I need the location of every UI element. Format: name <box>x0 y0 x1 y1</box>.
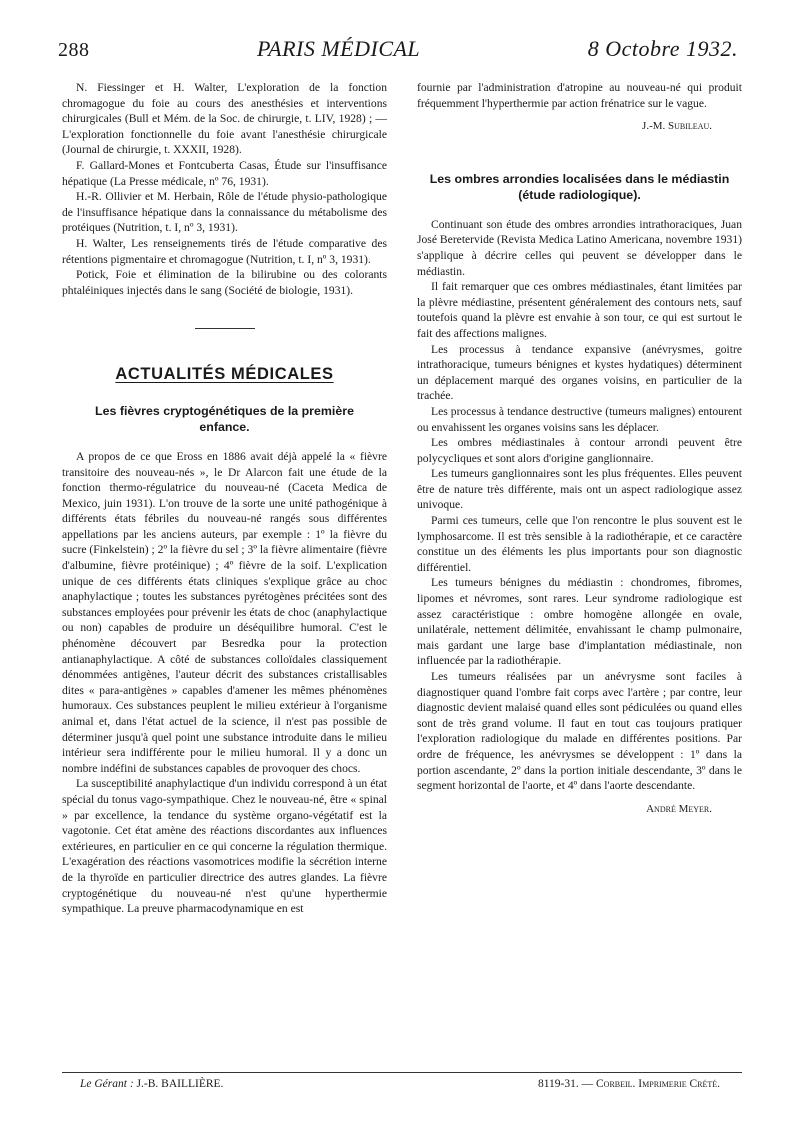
article-paragraph: La susceptibilité anaphylactique d'un individu correspond à un état spécial du tonus vago-sympathique. Chez le nouveau-né, être « spinal » par excellence, la tendance du système organo-végétatif est la vagotonie. Cet état amène des réactions discordantes aux influences extérieures, en particulier en ce qui concerne la régulation thermique. L'exagération des réactions vasomotrices modifie la sécrétion interne de la thyroïde en particulier directrice des autres glandes. La fièvre cryptogénétique du nouveau-né n'est qu'une hyperthermie sympathique. La preuve pharmacodynamique en est <box>62 777 387 916</box>
journal-title: PARIS MÉDICAL <box>257 36 421 61</box>
footer-rule <box>62 1072 742 1073</box>
text-columns <box>62 80 742 1086</box>
author-signature: J.-M. Subileau. <box>642 120 712 133</box>
reference-item: H.-R. Ollivier et M. Herbain, Rôle de l'étude physio-pathologique de l'insuffisance hépatique dans la connaissance du métabolisme des protéiques (Nutrition, t. I, nº 3, 1931). <box>62 190 387 235</box>
article-paragraph: Les tumeurs bénignes du médiastin : chondromes, fibromes, lipomes et névromes, sont rares. Leur syndrome radiologique est assez caractéristique : ombre homogène allongée en ovale, unilatérale, nettement délimitée, envahissant le champ pulmonaire, mais gardant une large base d'implantation médiastinale, non influencée par la radiothérapie. <box>417 576 742 668</box>
gerant-name: J.-B. BAILLIÈRE. <box>136 1078 224 1090</box>
article-paragraph: Les processus à tendance destructive (tumeurs malignes) entourent ou envahissent les organes voisins sans les déplacer. <box>417 404 742 434</box>
reference-item: F. Gallard-Mones et Fontcuberta Casas, Étude sur l'insuffisance hépatique (La Presse médicale, nº 76, 1931). <box>62 158 387 188</box>
reference-item: N. Fiessinger et H. Walter, L'exploration de la fonction chromagogue du foie au cours des anesthésies et interventions chirurgicales (Bull et Mém. de la Soc. de chirurgie, t. LIV, 1928) ; — L'exploration fonctionnelle du foie avant l'anesthésie chirurgicale (Journal de chirurgie, t. XXXII, 1928). <box>62 81 387 157</box>
article-paragraph: Les ombres médiastinales à contour arrondi peuvent être polycycliques et sont alors d'origine ganglionnaire. <box>417 436 742 465</box>
page-footer <box>80 1078 720 1090</box>
gerant-line: Le Gérant : J.-B. BAILLIÈRE. <box>80 1078 224 1090</box>
article-paragraph: A propos de ce que Eross en 1886 avait déjà appelé la « fièvre transitoire des nouveau-nés », le Dr Alarcon fait une étude de la fonction thermo-régulatrice du nouveau-né (Caceta Medica de Mexico, juin 1931). L'on trouve de la sorte une unité pathogénique à différents états fébriles du nouveau-né rangés sous différentes appellations par les anciens auteurs, par exemple : 1º la fièvre du sucre (Finkelstein) ; 2º la fièvre du sel ; 3º la fièvre alimentaire (fièvre d'albumine, fièvre protéinique) ; 4º fièvre de la soif. L'explication unique de ces différents états cliniques s'explique grâce au choc anaphylactique ; toutes les substances pyrétogènes précitées sont des substances employées pour prévenir les états de choc (anaphylactique ou non) capables de produire un déséquilibre humoral. C'est le phénomène découvert par Besredka pour la protection antianaphylactique. A côté de substances colloïdales classiquement dénommées antigènes, l'auteur décrit des substances cristallisables dites « para-antigènes » capables d'amener les mêmes phénomènes humoraux. Ces substances peuplent le milieu extérieur à l'organisme animal et, dans l'état actuel de la science, il n'est pas possible de déterminer jusqu'à quel point une substance introduite dans le milieu intérieur sera indifférente pour le milieu humoral. Il y a donc un nombre indéfini de substances capables de provoquer des chocs. <box>62 449 387 775</box>
reference-item: Potick, Foie et élimination de la bilirubine ou des colorants phtaléiniques injectés dans le sang (Société de biologie, 1931). <box>62 268 387 297</box>
section-divider <box>195 328 255 329</box>
reference-list <box>62 80 387 298</box>
page-header <box>58 36 738 62</box>
right-column <box>417 80 742 1086</box>
section-title: ACTUALITÉS MÉDICALES <box>115 365 334 384</box>
article-paragraph: Il fait remarquer que ces ombres médiastinales, étant limitées par la plèvre médiastine, présentent généralement des contours nets, sauf toutefois quand la plèvre est envahie à son tour, ce qui est surtout le fait des affections malignes. <box>417 280 742 340</box>
left-column <box>62 80 387 1086</box>
page-number: 288 <box>58 39 90 61</box>
article-continuation: fournie par l'administration d'atropine au nouveau-né qui produit fréquemment l'hyperthermie par action frénatrice sur le vague. <box>417 81 742 110</box>
printer-line: 8119-31. — Corbeil. Imprimerie Crété. <box>537 1078 720 1090</box>
reference-item: H. Walter, Les renseignements tirés de l'étude comparative des rétentions pigmentaire et chromagogue (Nutrition, t. I, nº 3, 1931). <box>62 236 387 266</box>
issue-date: 8 Octobre 1932. <box>587 36 738 61</box>
article-paragraph: Parmi ces tumeurs, celle que l'on rencontre le plus souvent est le lymphosarcome. Il est très sensible à la radiothérapie, et ce caractère constitue un des éléments les plus importants pour son diagnostic différentiel. <box>417 514 742 574</box>
article-paragraph: Les tumeurs réalisées par un anévrysme sont faciles à diagnostiquer quand l'ombre fait corps avec l'artère ; par contre, leur diagnostic devient malaisé quand elles sont pédiculées ou quand elles sont de très grand volume. Il faut en tout cas toujours pratiquer l'exploration radiologique du malade en différentes positions. Par ordre de fréquence, les anévrysmes se développent : 1º dans la portion ascendante, 2º dans la portion initiale descendante, 3º dans le segment horizontal de l'aorte, et 4º dans l'aorte descendante. <box>417 670 742 793</box>
author-signature: André Meyer. <box>646 802 712 815</box>
article-paragraph: Les processus à tendance expansive (anévrysmes, goitre intrathoracique, tumeurs bénignes et kystes hydatiques) déterminent un déplacement marqué des organes voisins, en particulier de la trachée. <box>417 342 742 403</box>
article-paragraph: Continuant son étude des ombres arrondies intrathoraciques, Juan José Beretervide (Revista Medica Latino Americana, novembre 1931) s'applique à décrire celles qui peuvent se développer dans le médiastin. <box>417 217 742 278</box>
article-title: Les ombres arrondies localisées dans le médiastin (étude radiologique). <box>429 171 730 202</box>
article-title: Les fièvres cryptogénétiques de la première enfance. <box>95 403 354 434</box>
article-paragraph: Les tumeurs ganglionnaires sont les plus fréquentes. Elles peuvent être de nature très différente, mais ont un aspect radiologique assez univoque. <box>417 467 742 512</box>
